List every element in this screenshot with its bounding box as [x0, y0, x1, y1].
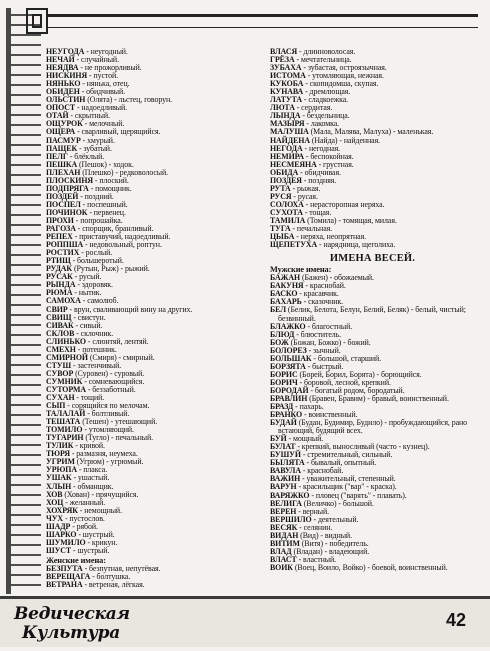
entry-name: ПРОХИ: [46, 215, 74, 225]
entry-definition: - красильщик ("вар" - краска).: [296, 482, 397, 492]
entry-name: СУХОТА: [270, 207, 303, 217]
entry-name: БЕЗПУТА: [46, 564, 83, 573]
entry-definition: - рыжая.: [290, 183, 321, 193]
entry-name: ТАЛАЛАЙ: [46, 409, 86, 419]
entry-definition: - печальная.: [290, 224, 333, 234]
entry-definition: - верный.: [296, 506, 329, 516]
entry-name: БОЛЬШАК: [270, 353, 312, 363]
entry-definition: (Витя) - победитель.: [299, 538, 369, 548]
entry-name: БРАНКО: [270, 410, 303, 420]
entry-name: БАСКО: [270, 289, 298, 299]
entry-definition: - пустой.: [87, 71, 119, 81]
corner-ornament-icon: [26, 8, 48, 34]
entry-definition: (Владан) - владеющий.: [291, 546, 370, 556]
entry-name: БЕЛ: [270, 305, 287, 315]
entry-definition: - русый.: [72, 272, 102, 282]
entry-name: СУХАН: [46, 393, 75, 403]
entry-name: САМОХА: [46, 296, 81, 306]
entry-name: ТЮРЯ: [46, 449, 70, 459]
entry-definition: - неряха, неопрятная.: [294, 232, 367, 242]
entry-name: ОБИДЕН: [46, 87, 80, 97]
magazine-logo: [14, 604, 130, 646]
left-column: [46, 48, 251, 589]
name-entry: [46, 547, 251, 555]
entry-name: БЛАЖКО: [270, 321, 306, 331]
entry-name: ВЕТРАНА: [46, 580, 83, 590]
entry-name: ЩЕПЕТУХА: [270, 240, 318, 250]
entry-definition: - мечтательница.: [294, 55, 352, 65]
entry-definition: - первенец.: [87, 207, 126, 217]
entry-name: СУВОР: [46, 368, 74, 378]
entry-name: РОППША: [46, 240, 84, 250]
entry-definition: (Рутын, Рыж) - рыжий.: [72, 264, 150, 274]
entry-name: ПОЗДЕЙ: [46, 191, 79, 201]
entry-name: НЕЯДВА: [46, 63, 79, 73]
entry-definition: - скрытный.: [68, 111, 110, 121]
entry-definition: - случайный.: [74, 55, 119, 65]
entry-name: МАЗЫРЯ: [270, 119, 305, 129]
entry-name: ПОЧИНОК: [46, 207, 88, 217]
entry-definition: - сомневающийся.: [82, 376, 145, 386]
entry-definition: - нарядница, щеголиха.: [317, 240, 396, 250]
entry-name: БОЖ: [270, 337, 289, 347]
entry-name: ОТАЙ: [46, 111, 69, 121]
entry-name: НЯНЬКО: [46, 79, 81, 89]
entry-name: РУТА: [270, 183, 291, 193]
entry-name: БРАЗД: [270, 402, 294, 412]
entry-definition: - свистун.: [71, 312, 106, 322]
entry-name: БОРИС: [270, 369, 298, 379]
entry-definition: - болтливый.: [85, 409, 130, 419]
men-names-heading: Мужские имена:: [270, 265, 332, 275]
entry-name: ХОЦ: [46, 497, 64, 507]
entry-name: ВИДАН: [270, 530, 299, 540]
entry-name: СУТОРМА: [46, 384, 86, 394]
entry-definition: (Угрюм) - угрюмый.: [74, 457, 144, 467]
entry-name: БЛЮД: [270, 329, 295, 339]
entry-definition: - склочник.: [74, 328, 114, 338]
entry-name: РТИЩ: [46, 256, 71, 266]
entry-definition: (Бажен) - обожаемый.: [300, 273, 374, 283]
entry-definition: - утомляющий.: [82, 425, 134, 435]
women-names-heading: Женские имена:: [46, 555, 106, 565]
entry-name: ПЕШКА: [46, 159, 78, 169]
entry-definition: - тощая.: [302, 207, 332, 217]
entry-name: СТУШ: [46, 360, 72, 370]
entry-name: СЫП: [46, 401, 66, 411]
entry-name: ПЛЕХАН: [46, 167, 81, 177]
entry-definition: - краснобай.: [303, 281, 346, 291]
entry-definition: - надоедливый.: [75, 103, 128, 113]
entry-definition: (Будан, Будимир, Будило) - пробуждающийся, рано встающий, будящий всех.: [278, 418, 467, 436]
entry-definition: - скопидомша, скупая.: [303, 79, 379, 89]
entry-definition: - утомляющая, нежная.: [305, 71, 384, 81]
entry-definition: - беззаботный.: [85, 384, 136, 394]
page-number: 42: [445, 610, 466, 630]
entry-definition: - стремительный, сильный.: [300, 450, 393, 460]
entry-name: ВАРУН: [270, 482, 297, 492]
entry-definition: (Божан, Божко) - божий.: [288, 337, 371, 347]
entry-definition: - властный.: [296, 554, 337, 564]
entry-definition: (Тугло) - печальный.: [83, 433, 153, 443]
entry-definition: (Олята) - льстец, говорун.: [85, 95, 173, 105]
entry-name: БАХАРЬ: [270, 297, 302, 307]
entry-name: ПЕЛГ: [46, 151, 68, 161]
entry-definition: (Величко) - большой.: [301, 498, 374, 508]
entry-name: БАЖАН: [270, 273, 301, 283]
entry-name: ШУСТ: [46, 545, 72, 555]
entry-definition: - красавчик.: [297, 289, 339, 299]
entry-name: СЛИНЬКО: [46, 336, 86, 346]
entry-name: УГРИМ: [46, 457, 75, 467]
entry-name: ШАРКО: [46, 529, 77, 539]
entry-definition: - хмурый.: [80, 135, 115, 145]
entry-definition: - богатый родом, бородатый.: [308, 385, 405, 395]
entry-definition: (Суровен) - суровый.: [73, 368, 145, 378]
entry-definition: - желанный.: [63, 497, 106, 507]
entry-definition: - зубатый.: [77, 143, 112, 153]
entry-definition: - шустрый.: [76, 529, 115, 539]
entry-definition: - лакомка.: [304, 119, 340, 129]
entry-definition: (Плешко) - редковолосый.: [80, 167, 169, 177]
entry-definition: - быстрый.: [305, 361, 344, 371]
name-entry: [270, 564, 475, 572]
entry-name: БОЛОРЕЗ: [270, 345, 307, 355]
right-column: [270, 48, 475, 572]
entry-name: ШУМИЛО: [46, 537, 86, 547]
entry-definition: - зычный.: [306, 345, 341, 355]
entry-name: ОЛЬСТИН: [46, 95, 86, 105]
entry-definition: (Найда) - найденная.: [309, 135, 381, 145]
entry-name: ВЛАСТ: [270, 554, 297, 564]
entry-definition: - помощник.: [88, 183, 132, 193]
entry-definition: - крикун.: [85, 537, 118, 547]
decorative-border: [6, 8, 41, 594]
entry-definition: - крепкий, выносливый (часто - кузнец).: [295, 442, 430, 452]
entry-name: ОБИДА: [270, 167, 299, 177]
entry-name: МАЛУША: [270, 127, 309, 137]
entry-definition: - обидчивый.: [79, 87, 125, 97]
entry-name: РОСТИХ: [46, 248, 80, 258]
logo-line-1: Ведическая: [14, 604, 130, 624]
entry-name: ЛЮТА: [270, 103, 295, 113]
entry-definition: - боровой, лесной, крепкий.: [297, 377, 391, 387]
entry-name: ТЕШАТА: [46, 417, 81, 427]
entry-definition: - шустрый.: [71, 545, 110, 555]
entry-name: ПОЗДЕЯ: [270, 175, 302, 185]
entry-definition: - нерасторопная неряха.: [303, 199, 385, 209]
entry-name: НЕГОДА: [270, 143, 303, 153]
entry-name: БУДАЙ: [270, 418, 297, 428]
entry-name: РУДАК: [46, 264, 73, 274]
entry-name: ВЕЛИГА: [270, 498, 302, 508]
entry-definition: (Томила) - томящая, милая.: [305, 215, 397, 225]
entry-definition: - грустная.: [316, 159, 354, 169]
entry-definition: - деятельный.: [311, 514, 359, 524]
entry-definition: - безпутная, непутёвая.: [82, 564, 161, 573]
entry-definition: - застенчивый.: [71, 360, 122, 370]
entry-definition: - плакса.: [76, 465, 108, 475]
entry-name: БОРОДАЙ: [270, 385, 309, 395]
entry-definition: - ветреная, лёгкая.: [82, 580, 145, 590]
entry-definition: - размазня, неумеха.: [69, 449, 138, 459]
entry-name: СМИРНОЙ: [46, 352, 88, 362]
entry-definition: (Бравен, Бравим) - бравый, воинственный.: [307, 393, 449, 403]
entry-definition: - поздний.: [78, 191, 114, 201]
entry-definition: (Борей, Борил, Борята) - борющийся.: [297, 369, 422, 379]
entry-name: ЛАТУТА: [270, 95, 303, 105]
entry-name: ВАВУЛА: [270, 466, 301, 476]
entry-name: УРЮПА: [46, 465, 77, 475]
entry-definition: - негодная.: [302, 143, 341, 153]
entry-name: ВИТИМ: [270, 538, 300, 548]
entry-definition: - большой, старший.: [311, 353, 382, 363]
entry-definition: - воинственный.: [302, 410, 358, 420]
entry-name: НИСКИНЯ: [46, 71, 88, 81]
entry-name: БОРИЧ: [270, 377, 298, 387]
entry-definition: - потешник.: [75, 344, 117, 354]
name-entry: [270, 241, 475, 249]
entry-definition: - попрошайка.: [73, 215, 123, 225]
entry-name: ЗУБАХА: [270, 63, 302, 73]
entry-name: ХОВ: [46, 489, 63, 499]
entry-definition: - приставучий, надоедливый.: [72, 232, 171, 242]
top-rule: [48, 14, 478, 28]
entry-definition: (Белик, Белота, Белун, Белий, Беляк) - белый, чистый; безвинный.: [278, 305, 466, 323]
entry-name: НЕЧАЙ: [46, 55, 75, 65]
entry-name: НЕСМЕЯНА: [270, 159, 317, 169]
entry-definition: (Тешен) - утешающий.: [80, 417, 158, 427]
entry-definition: - обидчивая.: [298, 167, 341, 177]
entry-definition: - рослый.: [79, 248, 113, 258]
entry-name: ИСТОМА: [270, 71, 306, 81]
entry-name: ЦЫБА: [270, 232, 295, 242]
entry-name: СОЛОХА: [270, 199, 304, 209]
entry-name: ХОХРЯК: [46, 505, 78, 515]
entry-name: ОПОСТ: [46, 103, 76, 113]
entry-name: СМЕХН: [46, 344, 76, 354]
entry-definition: - кривой.: [73, 441, 105, 451]
entry-name: ХЛЫН: [46, 481, 72, 491]
entry-name: ВОИК: [270, 562, 293, 572]
entry-definition: (Смиря) - смирный.: [87, 352, 155, 362]
name-entry: [270, 306, 475, 322]
entry-name: ПОДПРЯГА: [46, 183, 89, 193]
entry-definition: - пустослов.: [63, 513, 105, 523]
entry-definition: (Вид) - видный.: [298, 530, 352, 540]
entry-definition: - бездельница.: [300, 111, 350, 121]
entry-definition: - плоский.: [93, 175, 129, 185]
name-entry: [270, 419, 475, 435]
entry-definition: - пахарь.: [293, 402, 324, 412]
entry-name: ПАЩЕК: [46, 143, 78, 153]
entry-definition: - болтушка.: [90, 572, 131, 582]
entry-name: БАКУНЯ: [270, 281, 304, 291]
entry-definition: - врун, сваливающий вину на других.: [67, 304, 193, 314]
entry-name: НЕМИРА: [270, 151, 305, 161]
entry-definition: - сивый.: [73, 320, 103, 330]
entry-definition: - самолюб.: [80, 296, 119, 306]
entry-definition: - блёклый.: [67, 151, 105, 161]
entry-name: СКЛОВ: [46, 328, 75, 338]
entry-name: БРАВЛИН: [270, 393, 308, 403]
entry-definition: - дремлющая.: [303, 87, 351, 97]
entry-name: ПЛОСКИНЯ: [46, 175, 94, 185]
entry-definition: - сорящийся по мелочам.: [65, 401, 150, 411]
entry-name: ТУЛИК: [46, 441, 74, 451]
entry-name: БЫЛЯТА: [270, 458, 305, 468]
entry-definition: - поздняя.: [301, 175, 337, 185]
entry-name: ТУГАРИН: [46, 433, 84, 443]
entry-definition: - пловец ("варять" - плавать).: [309, 490, 407, 500]
entry-definition: - нытик.: [72, 288, 102, 298]
entry-definition: (Пешок) - ходок.: [77, 159, 134, 169]
entry-name: РУСЯ: [270, 191, 292, 201]
entry-name: ПОСПЕЛ: [46, 199, 81, 209]
entry-definition: - сладкоежка.: [302, 95, 349, 105]
entry-name: ВЕРЕЩАГА: [46, 572, 91, 582]
entry-definition: - не прожорливый.: [78, 63, 142, 73]
name-entry: [46, 581, 251, 589]
entry-definition: - блюститель.: [294, 329, 342, 339]
entry-name: ТОМИЛО: [46, 425, 83, 435]
entry-name: НАЙДЕНА: [270, 135, 310, 145]
entry-definition: - зубастая, остроязычная.: [301, 63, 387, 73]
entry-definition: - спорщик, бранливый.: [75, 224, 154, 234]
entry-definition: - уважительный, степенный.: [300, 474, 396, 484]
entry-name: КУНАВА: [270, 87, 304, 97]
entry-definition: - недовольный, роптун.: [83, 240, 162, 250]
entry-name: РАГОЗА: [46, 224, 76, 234]
entry-definition: - неугодный.: [84, 47, 128, 56]
entry-name: ВАЖИН: [270, 474, 301, 484]
entry-name: БУШУЙ: [270, 450, 301, 460]
entry-name: ГРЁЗА: [270, 55, 295, 65]
entry-name: УШАК: [46, 473, 72, 483]
entry-definition: - сварливый, щерящийся.: [75, 127, 161, 137]
entry-definition: (Хован) - прячущийся.: [62, 489, 139, 499]
entry-definition: - слюнтяй, лентяй.: [85, 336, 149, 346]
entry-definition: - мощный.: [286, 434, 324, 444]
entry-name: ВЕСЯК: [270, 522, 298, 532]
entry-definition: - обманщик.: [71, 481, 114, 491]
entry-definition: - большеротый.: [70, 256, 124, 266]
entry-definition: - сказочник.: [301, 297, 344, 307]
entry-name: РЫНДА: [46, 280, 76, 290]
entry-definition: - ушастый.: [71, 473, 110, 483]
entry-name: БУЙ: [270, 434, 287, 444]
entry-definition: - русая.: [291, 191, 318, 201]
entry-name: ЛЫНДА: [270, 111, 301, 121]
entry-name: СУМНИК: [46, 376, 83, 386]
entry-name: РУСАК: [46, 272, 73, 282]
entry-definition: - селянин.: [297, 522, 333, 532]
entry-name: ВЕРШИЛО: [270, 514, 312, 524]
entry-definition: - тощий.: [74, 393, 105, 403]
entry-definition: - длинноволосая.: [297, 47, 356, 56]
entry-definition: (Воец, Воило, Войко) - боевой, воинственный.: [292, 562, 448, 572]
entry-name: ВЕРЕН: [270, 506, 297, 516]
entry-definition: - благостный.: [305, 321, 353, 331]
entry-definition: (Мала, Малява, Малуха) - маленькая.: [308, 127, 434, 137]
entry-name: НЕУГОДА: [46, 47, 85, 56]
entry-definition: - сердитая.: [294, 103, 333, 113]
entry-name: СИВАК: [46, 320, 74, 330]
entry-name: ТУГА: [270, 224, 291, 234]
section-title: ИМЕНА ВЕСЕЙ.: [329, 253, 416, 265]
entry-name: ПАСМУР: [46, 135, 81, 145]
entry-name: БОРЗЯТА: [270, 361, 306, 371]
entry-definition: - нянька, отец.: [80, 79, 130, 89]
entry-name: ТАМИЛА: [270, 215, 306, 225]
entry-name: ВАРЯЖКО: [270, 490, 310, 500]
entry-name: КУКОБА: [270, 79, 304, 89]
entry-definition: - мелочный.: [82, 119, 125, 129]
entry-definition: - здоровяк.: [75, 280, 113, 290]
entry-definition: - краснобай.: [300, 466, 344, 476]
entry-name: ОЩУРОК: [46, 119, 83, 129]
entry-name: СВИЩ: [46, 312, 72, 322]
entry-definition: - бывалый, опытный.: [304, 458, 377, 468]
entry-definition: - немощный.: [77, 505, 122, 515]
entry-name: ВЛАД: [270, 546, 292, 556]
entry-name: СВИР: [46, 304, 68, 314]
entry-name: РЕПЕХ: [46, 232, 73, 242]
entry-definition: - рябой.: [70, 521, 98, 531]
entry-name: ОЩЕРА: [46, 127, 76, 137]
entry-name: РЮМА: [46, 288, 73, 298]
entry-name: ВЛАСЯ: [270, 47, 298, 56]
entry-definition: - поспешный.: [80, 199, 128, 209]
entry-name: ЧУХ: [46, 513, 64, 523]
entry-name: ШАДР: [46, 521, 71, 531]
entry-name: БУЛАТ: [270, 442, 296, 452]
entry-definition: - беспокойная.: [304, 151, 354, 161]
logo-line-2: Культура: [22, 623, 120, 643]
